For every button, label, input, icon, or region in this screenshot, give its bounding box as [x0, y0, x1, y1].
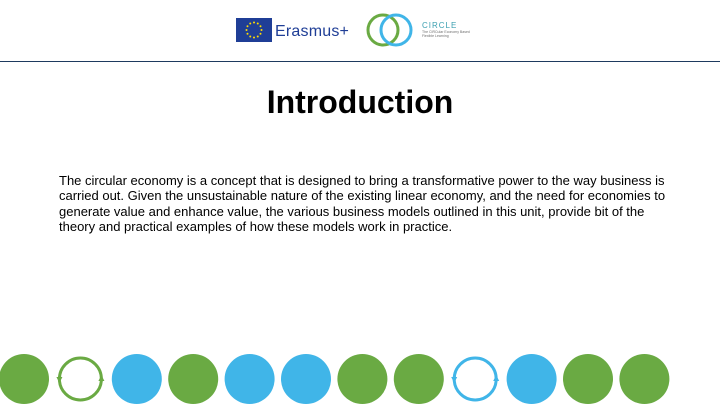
slide-title: Introduction [266, 84, 454, 120]
footer-circle [619, 354, 669, 404]
footer-circle [0, 354, 49, 404]
footer-circle [168, 354, 218, 404]
slide-body-text: The circular economy is a concept that is designed to bring a transformative power to the way business is carried out. Given the unsustainable nature of the existing linear economy, and the need for economies to generate value and enhance value, the various business models outlined in this unit, provide bit of the theory and practical examples of how these models work in practice. [59, 173, 666, 234]
footer-circle [563, 354, 613, 404]
erasmus-plus-label: Erasmus+ [275, 23, 350, 40]
slide-header [0, 0, 720, 64]
eu-flag-logo [236, 18, 272, 42]
footer-circle [337, 354, 387, 404]
circle-project-tagline: The CIRCular Economy Based Flexible Learning [422, 30, 470, 38]
circle-project-name: CIRCLE [422, 21, 458, 30]
footer-circle [225, 354, 275, 404]
footer-circle [281, 354, 331, 404]
footer-circle [56, 358, 104, 400]
circle-project-logo [366, 8, 414, 52]
footer-circle [394, 354, 444, 404]
footer-circle [507, 354, 557, 404]
eu-stars [236, 18, 272, 42]
header-divider [0, 61, 720, 62]
footer-circle [112, 354, 162, 404]
footer-circle [451, 358, 499, 400]
decorative-circle-strip [0, 349, 720, 405]
